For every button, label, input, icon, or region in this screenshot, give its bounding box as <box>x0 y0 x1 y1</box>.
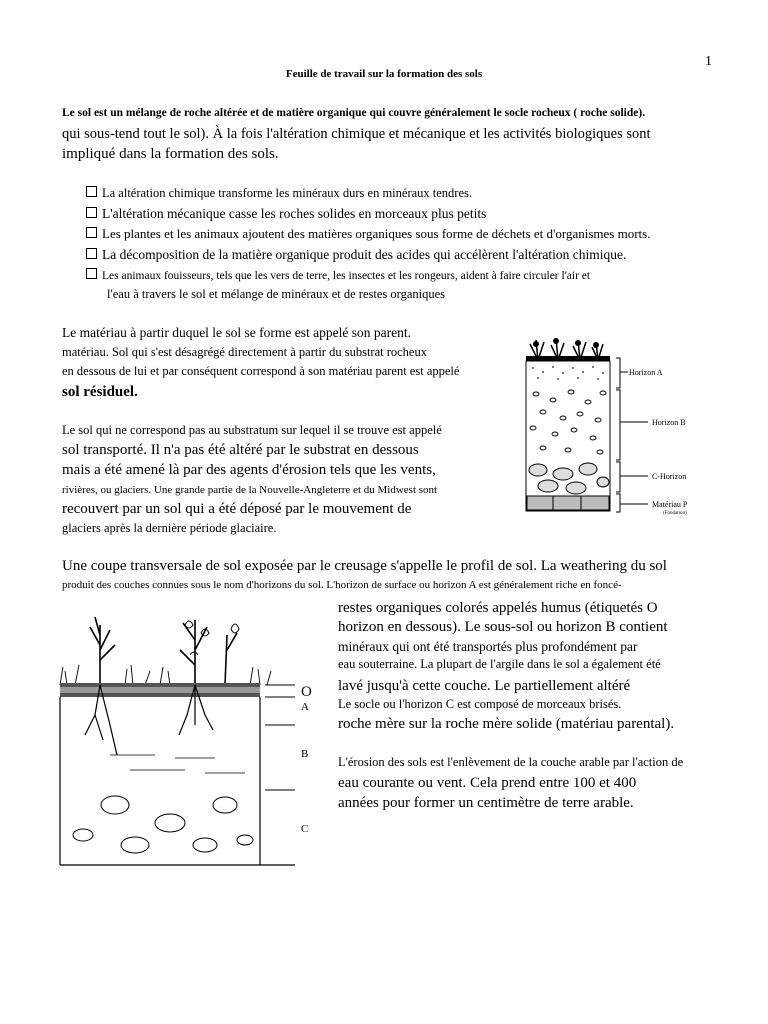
horizon-o-label: O <box>301 684 312 700</box>
soil-horizons-figure <box>508 330 703 530</box>
profile-right-line-5: lavé jusqu'à cette couche. Le partiellement altéré <box>338 678 631 694</box>
profile-line-2: produit des couches connues sous le nom d'horizons du sol. L'horizon de surface ou horizon A est généralement riche en foncé- <box>62 579 622 591</box>
profile-right-line-1: restes organiques colorés appelés humus (étiquetés O <box>338 600 658 616</box>
intro-line-2: qui sous-tend tout le sol). À la fois l'altération chimique et mécanique et les activités biologiques sont <box>62 126 651 142</box>
intro-line-3: impliqué dans la formation des sols. <box>62 146 279 162</box>
residual-line-4: sol résiduel. <box>62 384 138 400</box>
horizon-c-label: C-Horizon <box>652 472 687 481</box>
residual-line-3: en dessous de lui et par conséquent correspond à son matériau parent est appelé <box>62 364 460 378</box>
erosion-line-1: L'érosion des sols est l'enlèvement de la couche arable par l'action de <box>338 755 684 769</box>
transported-line-6: glaciers après la dernière période glaciaire. <box>62 521 277 535</box>
checkbox-icon <box>86 227 97 238</box>
horizon-b-label: B <box>301 748 309 760</box>
horizon-b-label: Horizon B <box>652 418 686 427</box>
bullet-item: Les plantes et les animaux ajoutent des matières organiques sous forme de déchets et d'organismes morts. <box>86 226 650 242</box>
erosion-line-3: années pour former un centimètre de terre arable. <box>338 795 634 811</box>
erosion-line-2: eau courante ou vent. Cela prend entre 100 et 400 <box>338 775 637 791</box>
bullet-item: La altération chimique transforme les minéraux durs en minéraux tendres. <box>86 186 472 201</box>
intro-line-1: Le sol est un mélange de roche altérée et de matière organique qui couvre généralement le socle rocheux ( roche solide). <box>62 107 646 119</box>
transported-line-5: recouvert par un sol qui a été déposé par le mouvement de <box>62 501 412 517</box>
transported-line-1: Le sol qui ne correspond pas au substratum sur lequel il se trouve est appelé <box>62 423 442 437</box>
horizon-a-label: Horizon A <box>629 368 663 377</box>
parent-material-sublabel: (Fondation) <box>663 511 687 516</box>
bullet-item: Les animaux fouisseurs, tels que les vers de terre, les insectes et les rongeurs, aident à faire circuler l'air et <box>86 268 590 282</box>
bullet-item: L'altération mécanique casse les roches solides en morceaux plus petits <box>86 206 486 222</box>
horizon-a-label: A <box>301 701 309 713</box>
residual-line-1: Le matériau à partir duquel le sol se forme est appelé son parent. <box>62 325 411 340</box>
parent-material-label: Matériau P <box>652 500 688 509</box>
checkbox-icon <box>86 186 97 197</box>
checkbox-icon <box>86 207 97 218</box>
profile-right-line-2: horizon en dessous). Le sous-sol ou horizon B contient <box>338 619 668 635</box>
bullet-continuation: l'eau à travers le sol et mélange de minéraux et de restes organiques <box>107 287 446 301</box>
profile-right-line-4: eau souterraine. La plupart de l'argile dans le sol a également été <box>338 657 661 671</box>
horizon-c-label: C <box>301 823 309 835</box>
bullet-item: La décomposition de la matière organique produit des acides qui accélèrent l'altération chimique. <box>86 247 626 263</box>
profile-right-line-3: minéraux qui ont été transportés plus profondément par <box>338 639 638 654</box>
profile-right-line-6: Le socle ou l'horizon C est composé de morceaux brisés. <box>338 697 622 711</box>
checkbox-icon <box>86 248 97 259</box>
page-number: 1 <box>705 54 712 69</box>
soil-profile-figure <box>55 605 320 875</box>
checkbox-icon <box>86 268 97 279</box>
transported-line-3: mais a été amené là par des agents d'érosion tels que les vents, <box>62 462 436 478</box>
transported-line-2: sol transporté. Il n'a pas été altéré par le substrat en dessous <box>62 442 419 458</box>
residual-line-2: matériau. Sol qui s'est désagrégé directement à partir du substrat rocheux <box>62 345 427 359</box>
transported-line-4: rivières, ou glaciers. Une grande partie de la Nouvelle-Angleterre et du Midwest sont <box>62 484 438 496</box>
page-title: Feuille de travail sur la formation des sols <box>285 68 483 80</box>
profile-line-1: Une coupe transversale de sol exposée par le creusage s'appelle le profil de sol. La weathering du sol <box>62 558 667 574</box>
profile-right-line-7: roche mère sur la roche mère solide (matériau parental). <box>338 716 675 732</box>
